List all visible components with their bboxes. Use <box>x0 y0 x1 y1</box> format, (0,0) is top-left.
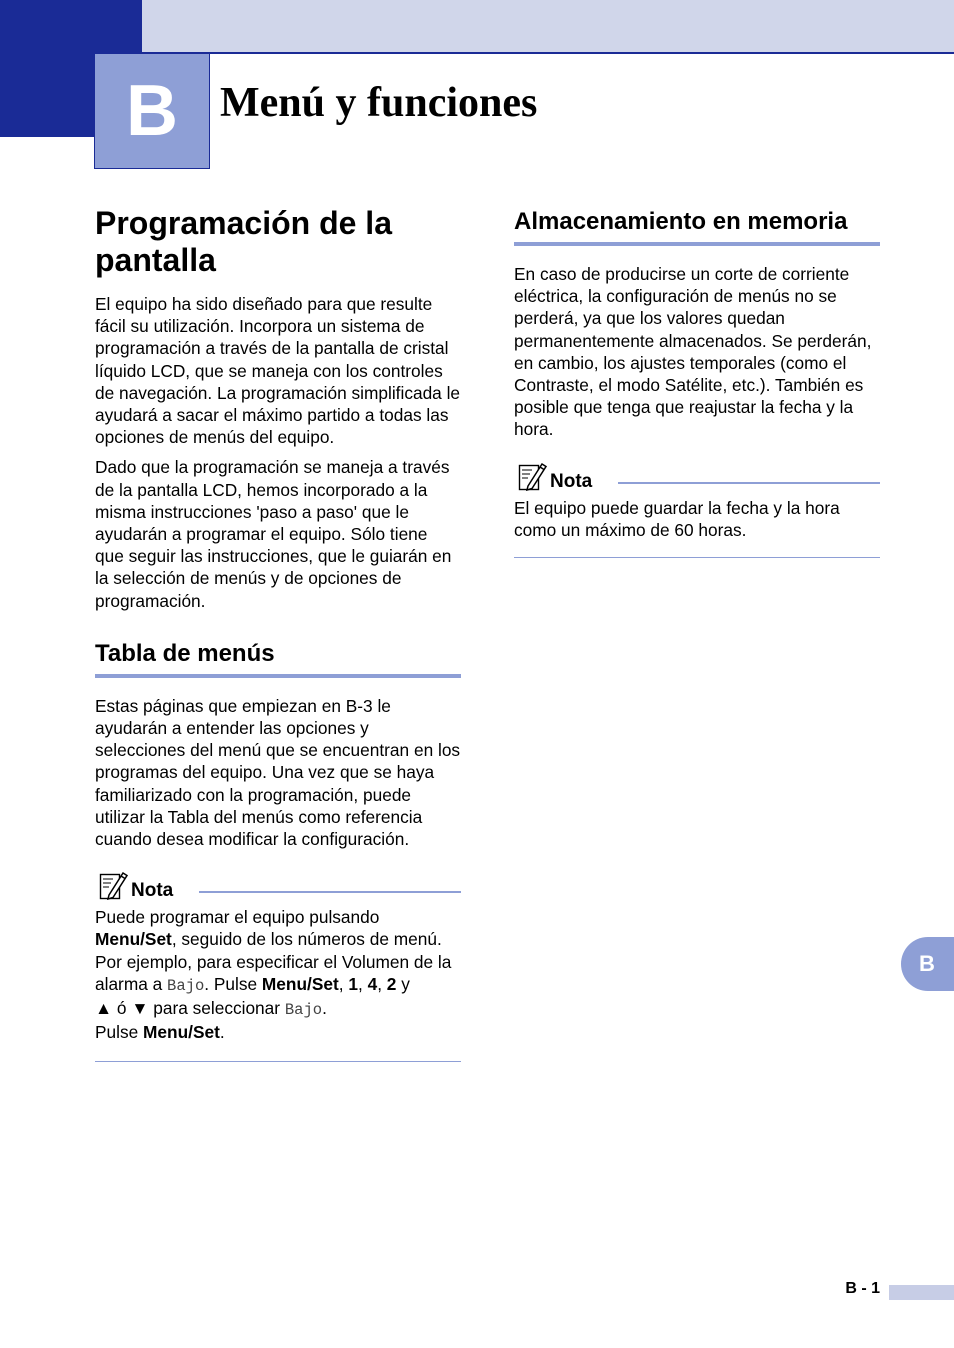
note-end-rule <box>514 557 880 558</box>
section-title-almacenamiento: Almacenamiento en memoria <box>514 208 880 246</box>
note-rule <box>618 482 880 484</box>
section-title-programacion: Programación de la pantalla <box>95 205 392 278</box>
paragraph: En caso de producirse un corte de corriente eléctrica, la configuración de menús no se perderá, ya que los valores quedan permanentemente almacenados. Se perderán, en cambio, los ajustes temporales (como el Contraste, el modo Satélite, etc.). También es posible que tenga que reajustar la fecha y la hora. <box>514 264 872 440</box>
note-header <box>95 870 461 906</box>
note-label: Nota <box>131 880 174 902</box>
paragraph: Dado que la programación se maneja a través de la pantalla LCD, hemos incorporado a la misma instrucciones 'paso a paso' que le ayudarán a programar el equipo. Sólo tiene que seguir las instrucciones, que le guiarán en la selección de menús y de opciones de programación. <box>95 457 452 611</box>
section-title-tabla: Tabla de menús <box>95 640 461 678</box>
note-text: El equipo puede guardar la fecha y la hora como un máximo de 60 horas. <box>514 497 840 540</box>
note-rule <box>199 891 461 893</box>
header-light-band <box>142 0 954 52</box>
paragraph: Estas páginas que empiezan en B-3 le ayudarán a entender las opciones y selecciones del menú que se encuentran en los programas del equipo. Una vez que se haya familiarizado con la programación, puede utilizar la Tabla del menús como referencia cuando desea modificar la configuración. <box>95 695 461 850</box>
page-number-bar <box>889 1285 954 1300</box>
note-end-rule <box>95 1061 461 1062</box>
note-pencil-icon <box>98 870 128 900</box>
header-rule <box>142 52 954 54</box>
chapter-side-tab: B <box>901 937 954 991</box>
right-column <box>514 205 880 558</box>
page-number: B - 1 <box>845 1280 880 1297</box>
note-label: Nota <box>550 470 593 492</box>
chapter-letter-box: B <box>94 53 210 169</box>
chapter-title: Menú y funciones <box>220 80 538 126</box>
left-column <box>95 205 461 1062</box>
note-pencil-icon <box>517 461 547 491</box>
paragraph: El equipo ha sido diseñado para que resulte fácil su utilización. Incorpora un sistema de programación a través de la pantalla de cristal líquido LCD, que se maneja con los controles de navegación. La programación simplificada le ayudará a sacar el máximo partido a todas las opciones de menús del equipo. <box>95 294 461 448</box>
note-text: Puede programar el equipo pulsando Menu/Set, seguido de los números de menú. Por ejemplo, para especificar el Volumen de la alarma a Bajo. Pulse Menu/Set, 1, 4, 2 y ▲ ó ▼ para seleccionar Bajo. Pulse Menu/Set. <box>95 907 452 1043</box>
note-header <box>514 461 880 497</box>
